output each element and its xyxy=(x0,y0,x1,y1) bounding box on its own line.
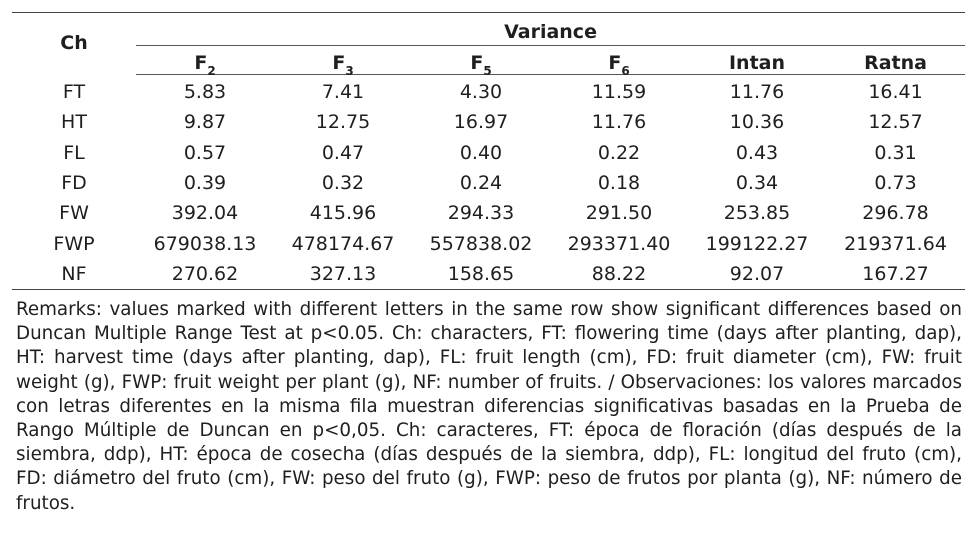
column-header-label: F xyxy=(194,52,208,74)
table-cell: 12.57 xyxy=(868,111,923,134)
table-cell: 12.75 xyxy=(315,111,371,134)
table-row xyxy=(12,107,965,137)
table-cell: 392.04 xyxy=(171,202,239,225)
column-header-label: F xyxy=(608,52,622,74)
table-cell: 0.43 xyxy=(735,141,779,164)
table-cell: 0.22 xyxy=(597,141,641,164)
table-cell: 4.30 xyxy=(459,81,503,104)
table-cell: 16.97 xyxy=(453,111,509,134)
table-cell: 167.27 xyxy=(862,262,929,285)
column-header-f6 xyxy=(550,46,688,78)
table-cell: 11.59 xyxy=(591,81,647,104)
table-cell: 199122.27 xyxy=(705,232,809,255)
table-cell: 0.47 xyxy=(321,141,365,164)
column-header-f2 xyxy=(136,46,274,78)
table-cell: 7.41 xyxy=(321,81,365,104)
column-header-subscript: 3 xyxy=(345,64,354,78)
table-cell: 0.32 xyxy=(321,172,365,195)
table-cell: 5.83 xyxy=(183,81,227,104)
table-cell: 415.96 xyxy=(309,202,377,225)
table-cell: 88.22 xyxy=(591,262,647,285)
row-label: FW xyxy=(59,202,89,225)
column-header-f5 xyxy=(412,46,550,78)
column-header-intan xyxy=(688,46,826,75)
table-cell: 0.57 xyxy=(183,141,227,164)
row-label: NF xyxy=(61,262,87,285)
variance-table xyxy=(12,12,965,290)
table-cell: 293371.40 xyxy=(567,232,671,255)
table-row xyxy=(12,138,965,168)
column-header-f3 xyxy=(274,46,412,78)
table-cell: 0.34 xyxy=(735,172,779,195)
row-label: FWP xyxy=(53,232,95,255)
table-cell: 291.50 xyxy=(585,202,653,225)
row-label: FD xyxy=(61,172,87,195)
column-header-row xyxy=(12,46,965,75)
table-body xyxy=(12,75,965,290)
column-header-label: Intan xyxy=(728,52,786,74)
table-cell: 0.18 xyxy=(597,172,641,195)
table-row xyxy=(12,168,965,198)
table-row xyxy=(12,259,965,290)
column-header-subscript: 2 xyxy=(207,64,216,78)
table-cell: 0.24 xyxy=(459,172,503,195)
table-cell: 270.62 xyxy=(171,262,239,285)
table-cell: 679038.13 xyxy=(153,232,257,255)
table-cell: 327.13 xyxy=(309,262,377,285)
table-cell: 0.40 xyxy=(459,141,503,164)
row-label: HT xyxy=(61,111,87,134)
table-row xyxy=(12,228,965,258)
variance-table-container xyxy=(12,12,965,290)
table-cell: 219371.64 xyxy=(844,232,947,255)
table-row xyxy=(12,75,965,108)
table-cell: 92.07 xyxy=(729,262,785,285)
table-cell: 158.65 xyxy=(447,262,515,285)
table-remarks: Remarks: values marked with different letters in the same row show significant differences based on Duncan Multiple Range Test at p<0.05. Ch: characters, FT: flowering time (days after planting, dap), HT: harvest time (days after planting, dap), FL: fruit length (cm), FD: fruit diameter (cm), FW: fruit weight (g), FWP: fruit weight per plant (g), NF: number of fruits. / Observaciones: los valores marcados con letras diferentes en la misma fila muestran diferencias significativas basadas en la Prueba de Rango Múltiple de Duncan en p<0,05. Ch: caracteres, FT: época de floración (días después de la siembra, ddp), HT: época de cosecha (días después de la siembra, ddp), FL: longitud del fruto (cm), FD: diámetro del fruto (cm), FW: peso del fruto (g), FWP: peso de frutos por planta (g), NF: número de frutos. xyxy=(16,299,962,514)
ch-column-header: Ch xyxy=(60,31,88,54)
column-header-subscript: 5 xyxy=(483,64,492,78)
table-cell: 253.85 xyxy=(723,202,791,225)
column-header-label: F xyxy=(332,52,346,74)
column-header-label: Ratna xyxy=(864,52,927,74)
table-cell: 0.31 xyxy=(874,141,917,164)
table-cell: 0.73 xyxy=(874,172,917,195)
table-cell: 296.78 xyxy=(862,202,929,225)
column-header-subscript: 6 xyxy=(621,64,630,78)
column-header-ratna xyxy=(826,46,965,75)
variance-group-header: Variance xyxy=(136,13,965,46)
table-row xyxy=(12,198,965,228)
table-cell: 11.76 xyxy=(729,81,785,104)
row-label: FL xyxy=(63,141,85,164)
table-cell: 294.33 xyxy=(447,202,515,225)
table-cell: 0.39 xyxy=(183,172,227,195)
table-cell: 557838.02 xyxy=(429,232,533,255)
row-label: FT xyxy=(62,80,86,103)
table-cell: 11.76 xyxy=(591,111,647,134)
table-cell: 9.87 xyxy=(183,111,227,134)
table-cell: 16.41 xyxy=(868,81,923,104)
table-cell: 10.36 xyxy=(729,111,785,134)
column-header-label: F xyxy=(470,52,484,74)
table-cell: 478174.67 xyxy=(291,232,395,255)
